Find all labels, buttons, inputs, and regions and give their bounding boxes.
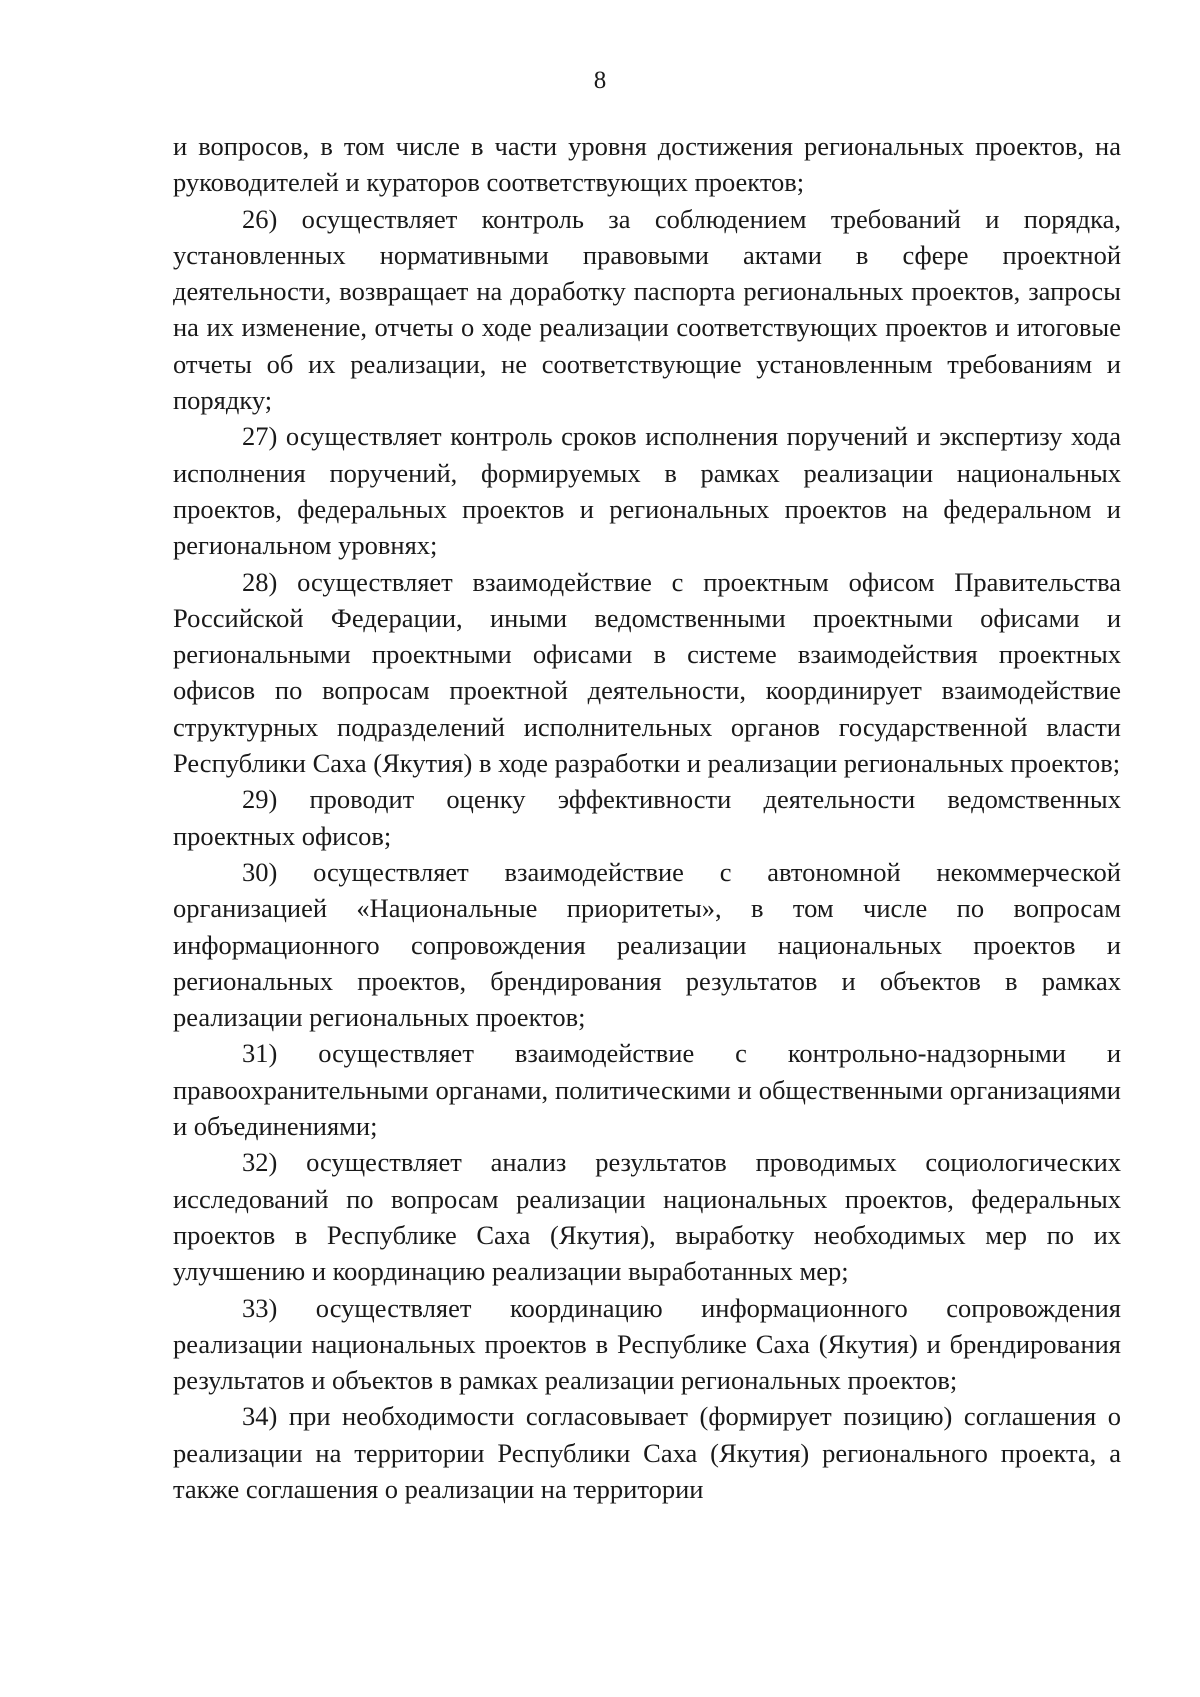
paragraph-item-29: 29) проводит оценку эффективности деятельности ведомственных проектных офисов; [173, 784, 1121, 851]
paragraph-item-27: 27) осуществляет контроль сроков исполнения поручений и экспертизу хода исполнения поручений, формируемых в рамках реализации национальных проектов, федеральных проектов и региональных проектов на федеральном и региональном уровнях; [173, 421, 1121, 561]
paragraph-item-26: 26) осуществляет контроль за соблюдением требований и порядка, установленных нормативными правовыми актами в сфере проектной деятельности, возвращает на доработку паспорта региональных проектов, запросы на их изменение, отчеты о ходе реализации соответствующих проектов и итоговые отчеты об их реализации, не соответствующие установленным требованиям и порядку; [173, 203, 1121, 416]
paragraph-item-33: 33) осуществляет координацию информационного сопровождения реализации национальных проектов в Республике Саха (Якутия) и брендирования результатов и объектов в рамках реализации региональных проектов; [173, 1292, 1121, 1396]
paragraph-item-34: 34) при необходимости согласовывает (формирует позицию) соглашения о реализации на территории Республики Саха (Якутия) регионального проекта, а также соглашения о реализации на территории [173, 1401, 1121, 1504]
paragraph-item-30: 30) осуществляет взаимодействие с автономной некоммерческой организацией «Национальные приоритеты», в том числе по вопросам информационного сопровождения реализации национальных проектов и региональных проектов, брендирования результатов и объектов в рамках реализации региональных проектов; [173, 856, 1121, 1033]
page-number: 8 [593, 67, 607, 94]
paragraph-item-31: 31) осуществляет взаимодействие с контрольно-надзорными и правоохранительными органами, политическими и общественными организациями и объединениями; [173, 1038, 1121, 1142]
paragraph-item-32: 32) осуществляет анализ результатов проводимых социологических исследований по вопросам реализации национальных проектов, федеральных проектов в Республике Саха (Якутия), выработку необходимых мер по их улучшению и координацию реализации выработанных мер; [173, 1147, 1121, 1287]
paragraph-continuation: и вопросов, в том числе в части уровня достижения региональных проектов, на руководителей и кураторов соответствующих проектов; [173, 131, 1121, 198]
document-body [173, 128, 1121, 1507]
paragraph-item-28: 28) осуществляет взаимодействие с проектным офисом Правительства Российской Федерации, иными ведомственными проектными офисами и региональными проектными офисами в системе взаимодействия проектных офисов по вопросам проектной деятельности, координирует взаимодействие структурных подразделений исполнительных органов государственной власти Республики Саха (Якутия) в ходе разработки и реализации региональных проектов; [173, 566, 1121, 779]
